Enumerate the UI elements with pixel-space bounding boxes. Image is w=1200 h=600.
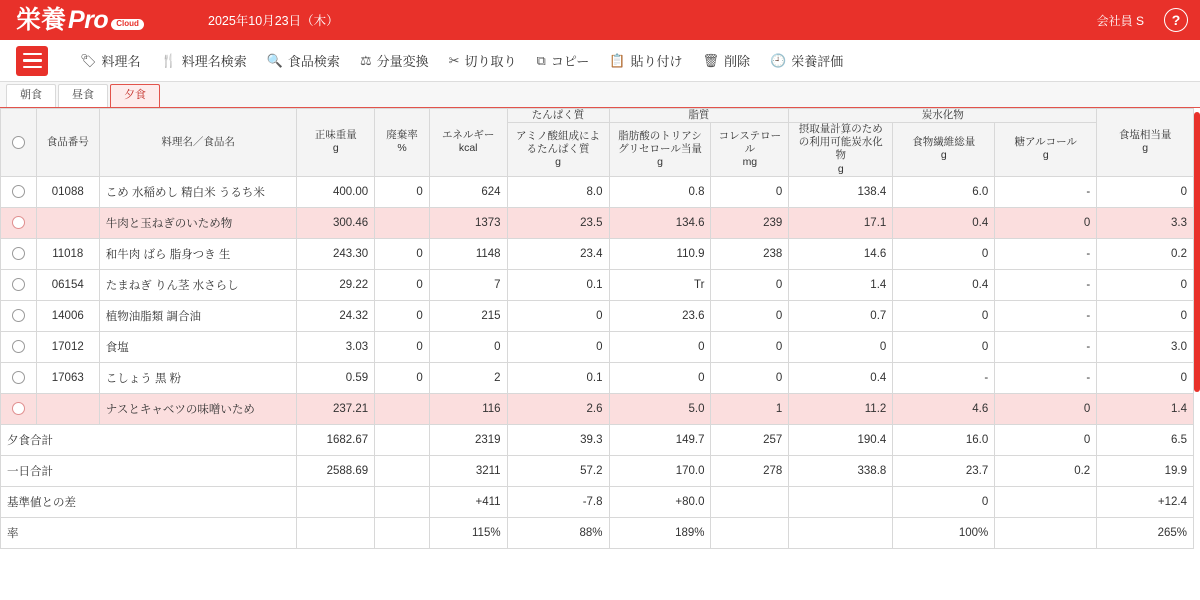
- col-select: [1, 109, 37, 177]
- row-code: 14006: [36, 300, 99, 331]
- col-weight-unit: g: [332, 142, 339, 155]
- toolbar-label: 料理名: [101, 54, 141, 69]
- toolbar-button-dish-search[interactable]: [151, 40, 257, 82]
- food-table-area: [0, 108, 1200, 600]
- summary-protein: -7.8: [507, 486, 609, 517]
- row-cholesterol: 0: [711, 331, 789, 362]
- summary-cholesterol: 257: [711, 424, 789, 455]
- summary-cholesterol: [711, 486, 789, 517]
- col-carbohydrate-unit: g: [837, 162, 844, 175]
- row-refuse: 0: [375, 238, 430, 269]
- row-protein: 23.5: [507, 207, 609, 238]
- row-cholesterol: 238: [711, 238, 789, 269]
- row-name[interactable]: 食塩: [99, 331, 297, 362]
- toolbar-button-nutrition-eval[interactable]: [760, 40, 853, 82]
- summary-carbohydrate: [789, 517, 893, 548]
- row-name[interactable]: たまねぎ りん茎 水さらし: [99, 269, 297, 300]
- hamburger-bar: [23, 59, 42, 61]
- row-radio[interactable]: [12, 402, 25, 415]
- row-fiber: 0: [893, 331, 995, 362]
- row-salt: 3.3: [1097, 207, 1194, 238]
- tab-lunch[interactable]: 昼食: [58, 84, 108, 107]
- toolbar-button-dish-name[interactable]: [70, 40, 151, 82]
- meal-tabs: [0, 82, 1200, 108]
- row-carbohydrate: 0.4: [789, 362, 893, 393]
- row-fiber: 0.4: [893, 269, 995, 300]
- row-carbohydrate: 1.4: [789, 269, 893, 300]
- summary-cholesterol: [711, 517, 789, 548]
- summary-fiber: 23.7: [893, 455, 995, 486]
- row-select[interactable]: [1, 238, 37, 269]
- toolbar-label: 削除: [724, 54, 751, 69]
- col-cholesterol-unit: mg: [742, 155, 758, 168]
- row-sugar-alcohol: -: [995, 269, 1097, 300]
- toolbar-button-food-search[interactable]: [257, 40, 350, 82]
- row-energy: 624: [429, 176, 507, 207]
- food-table: [0, 108, 1194, 549]
- summary-protein: 57.2: [507, 455, 609, 486]
- toolbar-label: 切り取り: [464, 54, 517, 69]
- row-code: 01088: [36, 176, 99, 207]
- paste-icon: 📋: [609, 52, 626, 68]
- row-sugar-alcohol: -: [995, 238, 1097, 269]
- col-sugar-alcohol-label: 糖アルコール: [1014, 136, 1077, 149]
- toolbar-label: 貼り付け: [630, 54, 683, 69]
- row-radio[interactable]: [12, 247, 25, 260]
- col-code: 食品番号: [36, 109, 99, 177]
- row-weight[interactable]: 300.46: [297, 207, 375, 238]
- row-energy: 1373: [429, 207, 507, 238]
- summary-row-rate: [1, 517, 1194, 548]
- col-sugar-alcohol: [995, 123, 1097, 177]
- col-sugar-alcohol-unit: g: [1042, 149, 1049, 162]
- table-row[interactable]: [1, 269, 1194, 300]
- hamburger-bar: [23, 66, 42, 68]
- row-radio[interactable]: [12, 185, 25, 198]
- toolbar-label: 食品検索: [287, 54, 340, 69]
- summary-sugar-alcohol: 0.2: [995, 455, 1097, 486]
- row-cholesterol: 0: [711, 300, 789, 331]
- row-protein: 2.6: [507, 393, 609, 424]
- summary-cholesterol: 278: [711, 455, 789, 486]
- app-logo: [0, 0, 196, 40]
- col-refuse-label: 廃棄率: [386, 129, 418, 142]
- row-weight[interactable]: 3.03: [297, 331, 375, 362]
- col-salt-label: 食塩相当量: [1118, 129, 1172, 142]
- row-carbohydrate: 14.6: [789, 238, 893, 269]
- col-fiber: [893, 123, 995, 177]
- summary-fat: 170.0: [609, 455, 711, 486]
- summary-refuse: [375, 486, 430, 517]
- summary-fiber: 100%: [893, 517, 995, 548]
- row-name[interactable]: 牛肉と玉ねぎのいため物: [99, 207, 297, 238]
- row-sugar-alcohol: -: [995, 176, 1097, 207]
- row-refuse: 0: [375, 300, 430, 331]
- scissors-icon: ✂: [448, 52, 460, 68]
- scrollbar-thumb[interactable]: [1194, 112, 1200, 392]
- summary-energy: 2319: [429, 424, 507, 455]
- row-energy: 215: [429, 300, 507, 331]
- summary-energy: 3211: [429, 455, 507, 486]
- summary-row-difference: [1, 486, 1194, 517]
- row-weight[interactable]: 24.32: [297, 300, 375, 331]
- col-name: 料理名／食品名: [99, 109, 297, 177]
- row-fat: 0: [609, 362, 711, 393]
- col-energy: [429, 109, 507, 177]
- row-carbohydrate: 11.2: [789, 393, 893, 424]
- row-sugar-alcohol: -: [995, 331, 1097, 362]
- row-radio[interactable]: [12, 340, 25, 353]
- toolbar-label: 分量変換: [376, 54, 429, 69]
- row-fat: 0.8: [609, 176, 711, 207]
- col-fat-label: 脂肪酸のトリアシグリセロール当量: [618, 129, 702, 155]
- row-protein: 0: [507, 331, 609, 362]
- summary-protein: 88%: [507, 517, 609, 548]
- row-fiber: 6.0: [893, 176, 995, 207]
- summary-weight: [297, 517, 375, 548]
- row-refuse: 0: [375, 331, 430, 362]
- summary-fat: +80.0: [609, 486, 711, 517]
- tab-breakfast[interactable]: 朝食: [6, 84, 56, 107]
- row-code: 17063: [36, 362, 99, 393]
- row-weight[interactable]: 29.22: [297, 269, 375, 300]
- row-select[interactable]: [1, 393, 37, 424]
- trash-icon: 🗑: [702, 52, 720, 68]
- row-protein: 0.1: [507, 362, 609, 393]
- row-salt: 3.0: [1097, 331, 1194, 362]
- summary-label: 率: [1, 517, 297, 548]
- row-fiber: 0.4: [893, 207, 995, 238]
- hamburger-icon[interactable]: [16, 46, 48, 76]
- header-user-name: 会社員 S: [1096, 13, 1144, 28]
- row-refuse: 0: [375, 362, 430, 393]
- scale-icon: ⚖: [359, 52, 372, 68]
- summary-refuse: [375, 455, 430, 486]
- row-fat: 5.0: [609, 393, 711, 424]
- row-fiber: -: [893, 362, 995, 393]
- col-protein: [507, 123, 609, 177]
- col-salt: [1097, 109, 1194, 177]
- search-icon: 🔍: [266, 52, 283, 68]
- summary-fat: 189%: [609, 517, 711, 548]
- toolbar: [0, 40, 1200, 82]
- summary-sugar-alcohol: [995, 486, 1097, 517]
- row-fiber: 4.6: [893, 393, 995, 424]
- row-fat: 0: [609, 331, 711, 362]
- table-row[interactable]: [1, 362, 1194, 393]
- row-cholesterol: 1: [711, 393, 789, 424]
- col-fat-unit: g: [657, 155, 663, 168]
- header-date: 2025年10月23日（木）: [208, 14, 339, 28]
- row-carbohydrate: 17.1: [789, 207, 893, 238]
- summary-label: 夕食合計: [1, 424, 297, 455]
- table-row[interactable]: [1, 176, 1194, 207]
- row-select[interactable]: [1, 362, 37, 393]
- row-fat: Tr: [609, 269, 711, 300]
- summary-refuse: [375, 517, 430, 548]
- row-carbohydrate: 138.4: [789, 176, 893, 207]
- toolbar-label: 料理名検索: [181, 54, 247, 69]
- row-protein: 0.1: [507, 269, 609, 300]
- table-body: [1, 176, 1194, 548]
- row-energy: 0: [429, 331, 507, 362]
- toolbar-button-delete[interactable]: [693, 40, 761, 82]
- table-row[interactable]: [1, 300, 1194, 331]
- row-radio[interactable]: [12, 371, 25, 384]
- col-refuse: [375, 109, 430, 177]
- col-carbohydrate: [789, 123, 893, 177]
- table-group-header-row: [1, 109, 1194, 123]
- row-code: 17012: [36, 331, 99, 362]
- summary-label: 基準値との差: [1, 486, 297, 517]
- summary-carbohydrate: [789, 486, 893, 517]
- toolbar-label: コピー: [550, 54, 590, 69]
- row-salt: 0: [1097, 362, 1194, 393]
- tab-dinner[interactable]: 夕食: [110, 84, 160, 107]
- row-weight[interactable]: 400.00: [297, 176, 375, 207]
- copy-icon: ⧉: [536, 52, 546, 68]
- row-fiber: 0: [893, 238, 995, 269]
- col-weight-label: 正味重量: [314, 129, 357, 142]
- summary-carbohydrate: 338.8: [789, 455, 893, 486]
- row-code: [36, 207, 99, 238]
- summary-sugar-alcohol: 0: [995, 424, 1097, 455]
- row-refuse: 0: [375, 176, 430, 207]
- row-radio[interactable]: [12, 278, 25, 291]
- toolbar-button-cut[interactable]: [439, 40, 527, 82]
- summary-fiber: 0: [893, 486, 995, 517]
- summary-fiber: 16.0: [893, 424, 995, 455]
- toolbar-button-copy[interactable]: [527, 40, 600, 82]
- row-refuse: [375, 393, 430, 424]
- row-weight[interactable]: 0.59: [297, 362, 375, 393]
- row-salt: 0: [1097, 176, 1194, 207]
- row-fat: 134.6: [609, 207, 711, 238]
- row-weight[interactable]: 243.30: [297, 238, 375, 269]
- summary-weight: 1682.67: [297, 424, 375, 455]
- summary-sugar-alcohol: [995, 517, 1097, 548]
- col-cholesterol: [711, 123, 789, 177]
- row-code: 06154: [36, 269, 99, 300]
- clock-icon: 🕘: [770, 52, 787, 68]
- table-row[interactable]: [1, 331, 1194, 362]
- summary-salt: 265%: [1097, 517, 1194, 548]
- row-energy: 116: [429, 393, 507, 424]
- row-code: 11018: [36, 238, 99, 269]
- row-cholesterol: 239: [711, 207, 789, 238]
- row-protein: 23.4: [507, 238, 609, 269]
- col-energy-label: エネルギー: [441, 129, 495, 142]
- tag-icon: 🏷: [80, 52, 97, 68]
- group-carb: 炭水化物: [789, 109, 1097, 123]
- row-name[interactable]: ナスとキャベツの味噌いため: [99, 393, 297, 424]
- vertical-scrollbar[interactable]: [1194, 108, 1200, 600]
- col-protein-unit: g: [555, 155, 561, 168]
- table-head: [1, 109, 1194, 177]
- help-icon[interactable]: ?: [1164, 8, 1188, 32]
- col-cholesterol-label: コレステロール: [718, 129, 782, 155]
- logo-kanji-text: 栄養: [16, 5, 67, 34]
- row-name[interactable]: こめ 水稲めし 精白米 うるち米: [99, 176, 297, 207]
- row-protein: 8.0: [507, 176, 609, 207]
- row-weight[interactable]: 237.21: [297, 393, 375, 424]
- summary-label: 一日合計: [1, 455, 297, 486]
- col-fiber-label: 食物繊維総量: [912, 136, 976, 149]
- col-protein-label: アミノ酸組成によるたんぱく質: [516, 129, 601, 155]
- row-sugar-alcohol: -: [995, 362, 1097, 393]
- hamburger-bar: [23, 53, 42, 55]
- row-cholesterol: 0: [711, 269, 789, 300]
- group-protein: たんぱく質: [507, 109, 609, 123]
- col-energy-unit: kcal: [458, 142, 478, 155]
- table-row[interactable]: [1, 238, 1194, 269]
- summary-refuse: [375, 424, 430, 455]
- row-radio[interactable]: [12, 216, 25, 229]
- row-select[interactable]: [1, 300, 37, 331]
- summary-fat: 149.7: [609, 424, 711, 455]
- table-row-dish[interactable]: [1, 207, 1194, 238]
- col-fat: [609, 123, 711, 177]
- app-header: [0, 0, 1200, 40]
- summary-energy: +411: [429, 486, 507, 517]
- row-code: [36, 393, 99, 424]
- col-fiber-unit: g: [940, 149, 947, 162]
- row-carbohydrate: 0: [789, 331, 893, 362]
- row-salt: 1.4: [1097, 393, 1194, 424]
- row-radio[interactable]: [12, 309, 25, 322]
- row-energy: 1148: [429, 238, 507, 269]
- row-refuse: 0: [375, 269, 430, 300]
- summary-row-dinner-total: [1, 424, 1194, 455]
- row-sugar-alcohol: 0: [995, 393, 1097, 424]
- row-salt: 0.2: [1097, 238, 1194, 269]
- row-select[interactable]: [1, 207, 37, 238]
- col-carbohydrate-label: 摂取量計算のための利用可能炭水化物: [798, 123, 883, 162]
- toolbar-button-portion-convert[interactable]: [350, 40, 439, 82]
- row-fat: 23.6: [609, 300, 711, 331]
- cutlery-icon: 🍴: [160, 52, 177, 68]
- summary-salt: 6.5: [1097, 424, 1194, 455]
- summary-row-day-total: [1, 455, 1194, 486]
- summary-weight: 2588.69: [297, 455, 375, 486]
- row-fat: 110.9: [609, 238, 711, 269]
- row-name[interactable]: 植物油脂類 調合油: [99, 300, 297, 331]
- row-sugar-alcohol: 0: [995, 207, 1097, 238]
- row-carbohydrate: 0.7: [789, 300, 893, 331]
- summary-salt: 19.9: [1097, 455, 1194, 486]
- col-salt-unit: g: [1142, 142, 1149, 155]
- group-fat: 脂質: [609, 109, 789, 123]
- summary-carbohydrate: 190.4: [789, 424, 893, 455]
- toolbar-label: 栄養評価: [791, 54, 844, 69]
- toolbar-button-paste[interactable]: [599, 40, 692, 82]
- row-name[interactable]: こしょう 黒 粉: [99, 362, 297, 393]
- row-refuse: [375, 207, 430, 238]
- summary-weight: [297, 486, 375, 517]
- select-all-radio[interactable]: [12, 136, 25, 149]
- row-select[interactable]: [1, 176, 37, 207]
- row-sugar-alcohol: -: [995, 300, 1097, 331]
- summary-protein: 39.3: [507, 424, 609, 455]
- logo-pro-text: Pro: [68, 5, 109, 34]
- summary-energy: 115%: [429, 517, 507, 548]
- summary-salt: +12.4: [1097, 486, 1194, 517]
- row-select[interactable]: [1, 269, 37, 300]
- row-salt: 0: [1097, 269, 1194, 300]
- table-row-dish[interactable]: [1, 393, 1194, 424]
- logo-cloud-badge: Cloud: [111, 19, 144, 30]
- row-energy: 2: [429, 362, 507, 393]
- row-cholesterol: 0: [711, 362, 789, 393]
- row-energy: 7: [429, 269, 507, 300]
- col-refuse-unit: %: [397, 142, 407, 155]
- col-weight: [297, 109, 375, 177]
- toolbar-items: [48, 40, 1200, 82]
- row-protein: 0: [507, 300, 609, 331]
- row-salt: 0: [1097, 300, 1194, 331]
- row-cholesterol: 0: [711, 176, 789, 207]
- row-select[interactable]: [1, 331, 37, 362]
- row-name[interactable]: 和牛肉 ばら 脂身つき 生: [99, 238, 297, 269]
- row-fiber: 0: [893, 300, 995, 331]
